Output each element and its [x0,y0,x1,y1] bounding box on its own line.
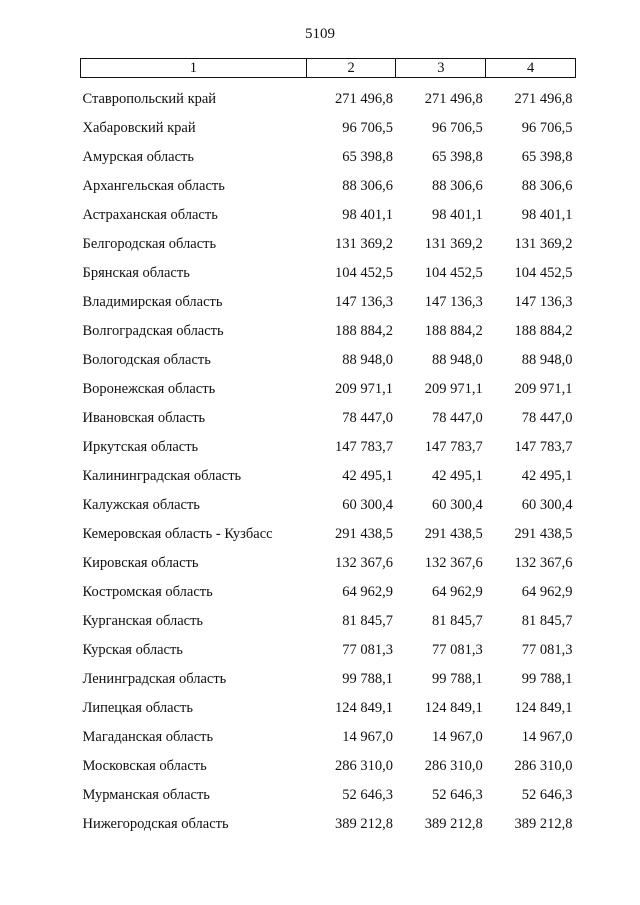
region-name: Брянская область [82,265,190,281]
table-row [81,578,576,607]
header-col-1: 1 [81,59,307,78]
header-col-3: 3 [396,59,486,78]
value-col-3: 98 401,1 [431,207,483,223]
value-col-4: 81 845,7 [521,613,573,629]
value-col-4: 88 306,6 [521,178,573,194]
header-col-4: 4 [486,59,576,78]
value-col-4: 271 496,8 [514,91,573,107]
value-col-3: 64 962,9 [431,584,483,600]
value-col-4: 77 081,3 [521,642,573,658]
value-col-3: 96 706,5 [431,120,483,136]
region-name: Владимирская область [82,294,223,310]
value-col-2: 389 212,8 [334,816,393,832]
value-col-4: 291 438,5 [514,526,573,542]
region-name: Курская область [82,642,183,658]
table-row [81,781,576,810]
value-col-2: 131 369,2 [334,236,393,252]
value-col-4: 60 300,4 [521,497,573,513]
value-col-2: 99 788,1 [342,671,393,687]
table-row [81,665,576,694]
value-col-4: 65 398,8 [521,149,573,165]
value-col-2: 88 306,6 [342,178,393,194]
value-col-3: 188 884,2 [424,323,483,339]
table-row [81,607,576,636]
region-name: Калининградская область [82,468,242,484]
table-row [81,288,576,317]
value-col-4: 188 884,2 [514,323,573,339]
value-col-2: 77 081,3 [342,642,393,658]
value-col-2: 60 300,4 [342,497,393,513]
value-col-3: 60 300,4 [431,497,483,513]
value-col-3: 389 212,8 [424,816,483,832]
value-col-3: 88 948,0 [431,352,483,368]
value-col-3: 147 783,7 [424,439,483,455]
value-col-3: 104 452,5 [424,265,483,281]
region-name: Нижегородская область [82,816,229,832]
value-col-3: 271 496,8 [424,91,483,107]
value-col-2: 96 706,5 [342,120,393,136]
value-col-4: 147 136,3 [514,294,573,310]
value-col-2: 286 310,0 [334,758,393,774]
table-row [81,694,576,723]
value-col-2: 42 495,1 [342,468,393,484]
value-col-3: 99 788,1 [431,671,483,687]
region-name: Липецкая область [82,700,193,716]
table-row [81,549,576,578]
value-col-2: 81 845,7 [342,613,393,629]
region-name: Мурманская область [82,787,210,803]
region-name: Хабаровский край [82,120,196,136]
value-col-3: 291 438,5 [424,526,483,542]
region-name: Магаданская область [82,729,214,745]
table-row [81,172,576,201]
region-name: Вологодская область [82,352,211,368]
data-table [80,58,576,839]
value-col-4: 78 447,0 [521,410,573,426]
table-row [81,201,576,230]
value-col-4: 96 706,5 [521,120,573,136]
value-col-3: 52 646,3 [431,787,483,803]
table-row [81,520,576,549]
value-col-3: 81 845,7 [431,613,483,629]
value-col-4: 147 783,7 [514,439,573,455]
value-col-4: 124 849,1 [514,700,573,716]
value-col-4: 286 310,0 [514,758,573,774]
table-row [81,433,576,462]
region-name: Костромская область [82,584,213,600]
value-col-4: 132 367,6 [514,555,573,571]
table-row [81,636,576,665]
page-number: 5109 [305,26,335,42]
value-col-3: 147 136,3 [424,294,483,310]
value-col-3: 77 081,3 [431,642,483,658]
table-row [81,143,576,172]
header-col-2: 2 [306,59,396,78]
table-row [81,78,576,115]
value-col-2: 52 646,3 [342,787,393,803]
value-col-2: 104 452,5 [334,265,393,281]
value-col-4: 64 962,9 [521,584,573,600]
value-col-3: 78 447,0 [431,410,483,426]
region-name: Курганская область [82,613,204,629]
table-row [81,462,576,491]
region-name: Кировская область [82,555,199,571]
value-col-2: 98 401,1 [342,207,393,223]
value-col-2: 88 948,0 [342,352,393,368]
table-body [81,78,576,840]
value-col-4: 52 646,3 [521,787,573,803]
value-col-2: 124 849,1 [334,700,393,716]
region-name: Московская область [82,758,207,774]
table-row [81,317,576,346]
value-col-4: 99 788,1 [521,671,573,687]
value-col-3: 88 306,6 [431,178,483,194]
value-col-2: 147 783,7 [334,439,393,455]
value-col-4: 131 369,2 [514,236,573,252]
region-name: Ставропольский край [82,91,217,107]
region-name: Кемеровская область - Кузбасс [82,526,273,542]
value-col-4: 42 495,1 [521,468,573,484]
table-row [81,723,576,752]
value-col-2: 271 496,8 [334,91,393,107]
value-col-2: 188 884,2 [334,323,393,339]
region-name: Калужская область [82,497,200,513]
region-name: Астраханская область [82,207,218,223]
value-col-2: 291 438,5 [334,526,393,542]
table-row [81,404,576,433]
region-name: Воронежская область [82,381,216,397]
region-name: Иркутская область [82,439,199,455]
value-col-2: 78 447,0 [342,410,393,426]
value-col-3: 131 369,2 [424,236,483,252]
value-col-4: 14 967,0 [521,729,573,745]
table-row [81,230,576,259]
value-col-3: 14 967,0 [431,729,483,745]
table-row [81,810,576,839]
value-col-3: 286 310,0 [424,758,483,774]
value-col-4: 98 401,1 [521,207,573,223]
table-row [81,114,576,143]
value-col-3: 42 495,1 [431,468,483,484]
value-col-3: 209 971,1 [424,381,483,397]
region-name: Белгородская область [82,236,217,252]
value-col-2: 147 136,3 [334,294,393,310]
region-name: Архангельская область [82,178,225,194]
table-row [81,375,576,404]
table-header [81,59,576,78]
table-row [81,491,576,520]
header-row [81,59,576,78]
region-name: Амурская область [82,149,194,165]
value-col-3: 124 849,1 [424,700,483,716]
value-col-3: 65 398,8 [431,149,483,165]
value-col-4: 209 971,1 [514,381,573,397]
table-row [81,259,576,288]
value-col-2: 64 962,9 [342,584,393,600]
value-col-4: 88 948,0 [521,352,573,368]
value-col-3: 132 367,6 [424,555,483,571]
region-name: Ивановская область [82,410,206,426]
value-col-2: 132 367,6 [334,555,393,571]
value-col-2: 65 398,8 [342,149,393,165]
table-row [81,346,576,375]
table-row [81,752,576,781]
value-col-2: 14 967,0 [342,729,393,745]
region-name: Ленинградская область [82,671,227,687]
value-col-4: 389 212,8 [514,816,573,832]
value-col-2: 209 971,1 [334,381,393,397]
region-name: Волгоградская область [82,323,224,339]
value-col-4: 104 452,5 [514,265,573,281]
